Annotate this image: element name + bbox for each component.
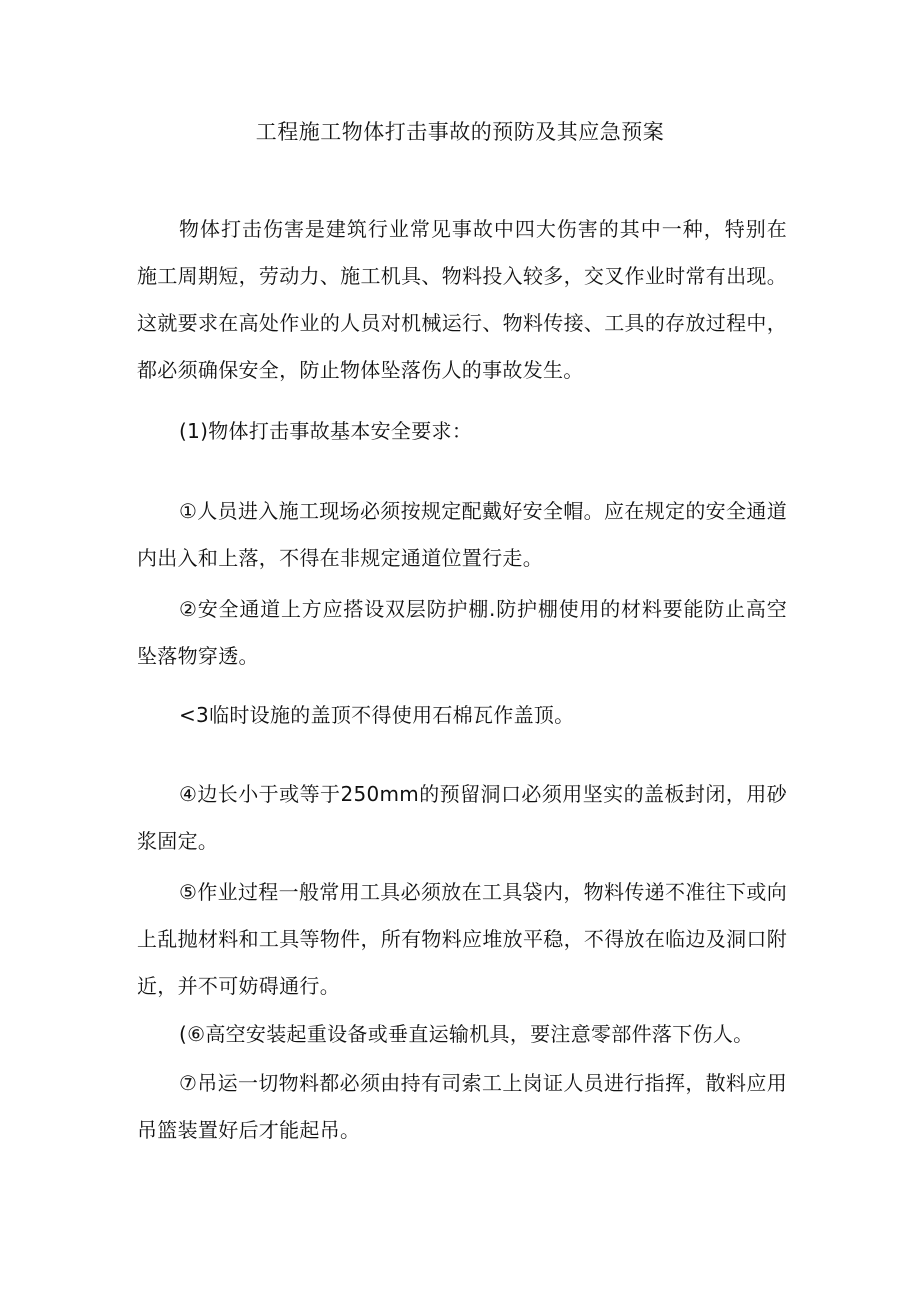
requirement-item-6: (⑥高空安装起重设备或垂直运输机具，要注意零部件落下伤人。 [179,1022,754,1046]
requirement-item-1: ①人员进入施工现场必须按规定配戴好安全帽。应在规定的安全通道内出入和上落，不得在非规定通道位置行走。 [137,499,787,570]
intro-paragraph: 物体打击伤害是建筑行业常见事故中四大伤害的其中一种，特别在施工周期短，劳动力、施工机具、物料投入较多，交叉作业时常有出现。这就要求在高处作业的人员对机械运行、物料传接、工具的存放过程中，都必须确保安全，防止物体坠落伤人的事故发生。 [137,217,787,382]
requirement-item-7: ⑦吊运一切物料都必须由持有司索工上岗证人员进行指挥，散料应用吊篮装置好后才能起吊。 [137,1071,787,1142]
requirement-item-4: ④边长小于或等于250mm的预留洞口必须用坚实的盖板封闭，用砂浆固定。 [137,782,787,853]
requirement-item-3: <3临时设施的盖顶不得使用石棉瓦作盖顶。 [179,703,575,727]
requirement-item-5: ⑤作业过程一般常用工具必须放在工具袋内，物料传递不准往下或向上乱抛材料和工具等物件，所有物料应堆放平稳，不得放在临边及洞口附近，并不可妨碍通行。 [137,880,787,998]
requirement-item-2: ②安全通道上方应搭设双层防护棚.防护棚使用的材料要能防止高空坠落物穿透。 [137,597,787,668]
requirements-heading: (1)物体打击事故基本安全要求： [179,419,473,443]
document-title: 工程施工物体打击事故的预防及其应急预案 [255,120,665,144]
